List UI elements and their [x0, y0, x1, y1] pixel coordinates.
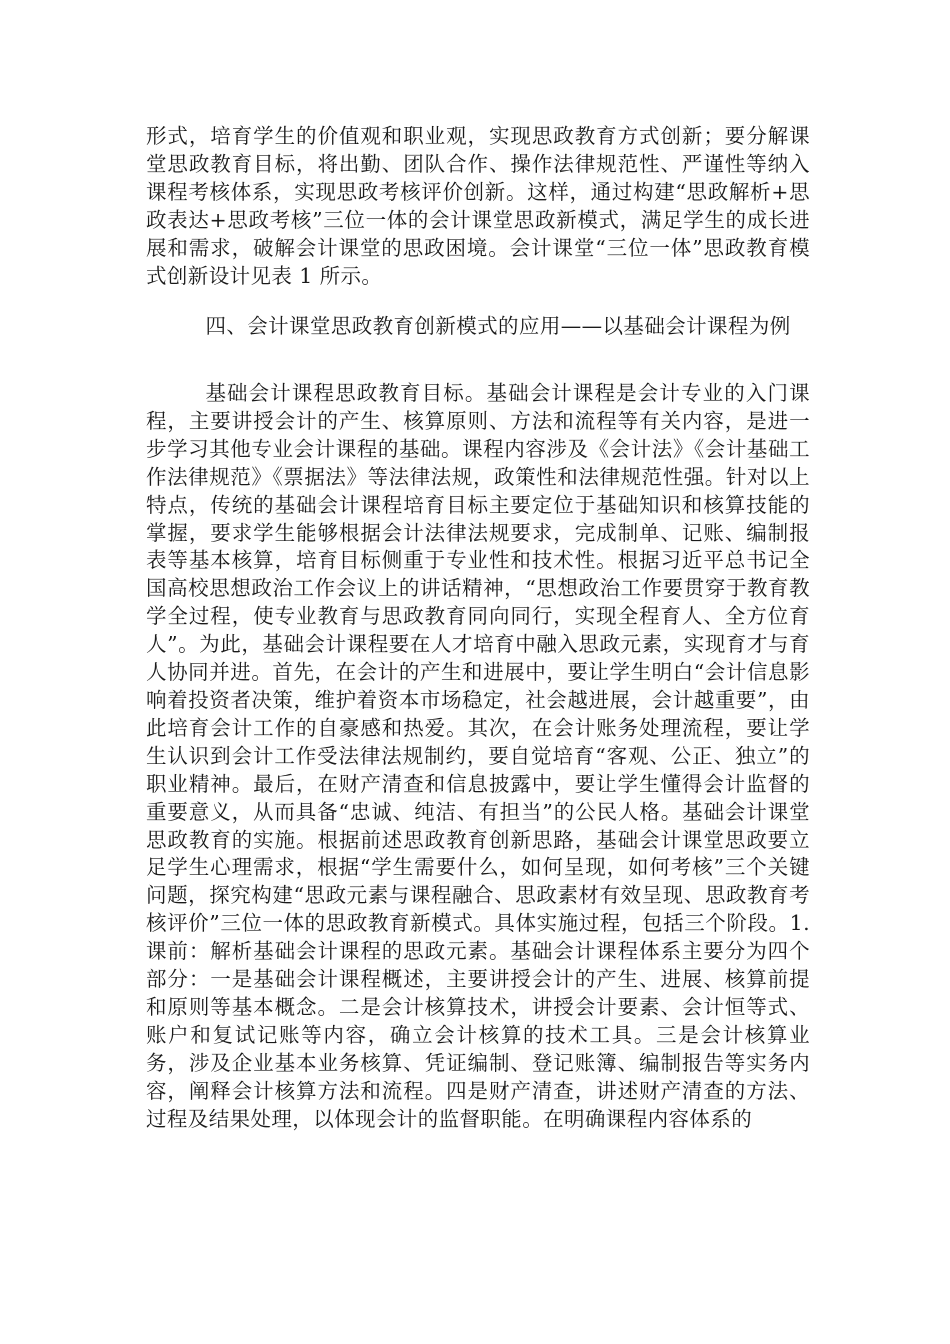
section-heading [146, 313, 810, 341]
main-paragraph [146, 380, 810, 1133]
intro-paragraph [146, 123, 810, 290]
main-paragraph-text: 基础会计课程思政教育目标。基础会计课程是会计专业的入门课程，主要讲授会计的产生、核算原则、方法和流程等有关内容，是进一步学习其他专业会计课程的基础。课程内容涉及《会计法》《会计基础工作法律规范》《票据法》等法律法规，政策性和法律规范性强。针对以上特点，传统的基础会计课程培育目标主要定位于基础知识和核算技能的掌握，要求学生能够根据会计法律法规要求，完成制单、记账、编制报表等基本核算，培育目标侧重于专业性和技术性。根据习近平总书记全国高校思想政治工作会议上的讲话精神，“思想政治工作要贯穿于教育教学全过程，使专业教育与思政教育同向同行，实现全程育人、全方位育人”。为此，基础会计课程要在人才培育中融入思政元素，实现育才与育人协同并进。首先，在会计的产生和进展中，要让学生明白“会计信息影响着投资者决策，维护着资本市场稳定，社会越进展，会计越重要”，由此培育会计工作的自豪感和热爱。其次，在会计账务处理流程，要让学生认识到会计工作受法律法规制约，要自觉培育“客观、公正、独立”的职业精神。最后，在财产清查和信息披露中，要让学生懂得会计监督的重要意义，从而具备“忠诚、纯洁、有担当”的公民人格。基础会计课堂思政教育的实施。根据前述思政教育创新思路，基础会计课堂思政要立足学生心理需求，根据“学生需要什么，如何呈现，如何考核”三个关键问题，探究构建“思政元素与课程融合、思政素材有效呈现、思政教育考核评价”三位一体的思政教育新模式。具体实施过程，包括三个阶段。1.课前：解析基础会计课程的思政元素。基础会计课程体系主要分为四个部分：一是基础会计课程概述，主要讲授会计的产生、进展、核算前提和原则等基本概念。二是会计核算技术，讲授会计要素、会计恒等式、账户和复试记账等内容，确立会计核算的技术工具。三是会计核算业务，涉及企业基本业务核算、凭证编制、登记账簿、编制报告等实务内容，阐释会计核算方法和流程。四是财产清查，讲述财产清查的方法、过程及结果处理，以体现会计的监督职能。在明确课程内容体系的 [146, 381, 810, 1131]
section-heading-text: 四、会计课堂思政教育创新模式的应用——以基础会计课程为例 [205, 314, 791, 338]
intro-paragraph-text: 形式，培育学生的价值观和职业观，实现思政教育方式创新；要分解课堂思政教育目标，将出勤、团队合作、操作法律规范性、严谨性等纳入课程考核体系，实现思政考核评价创新。这样，通过构建“思政解析+思政表达+思政考核”三位一体的会计课堂思政新模式，满足学生的成长进展和需求，破解会计课堂的思政困境。会计课堂“三位一体”思政教育模式创新设计见表 1 所示。 [146, 124, 810, 288]
